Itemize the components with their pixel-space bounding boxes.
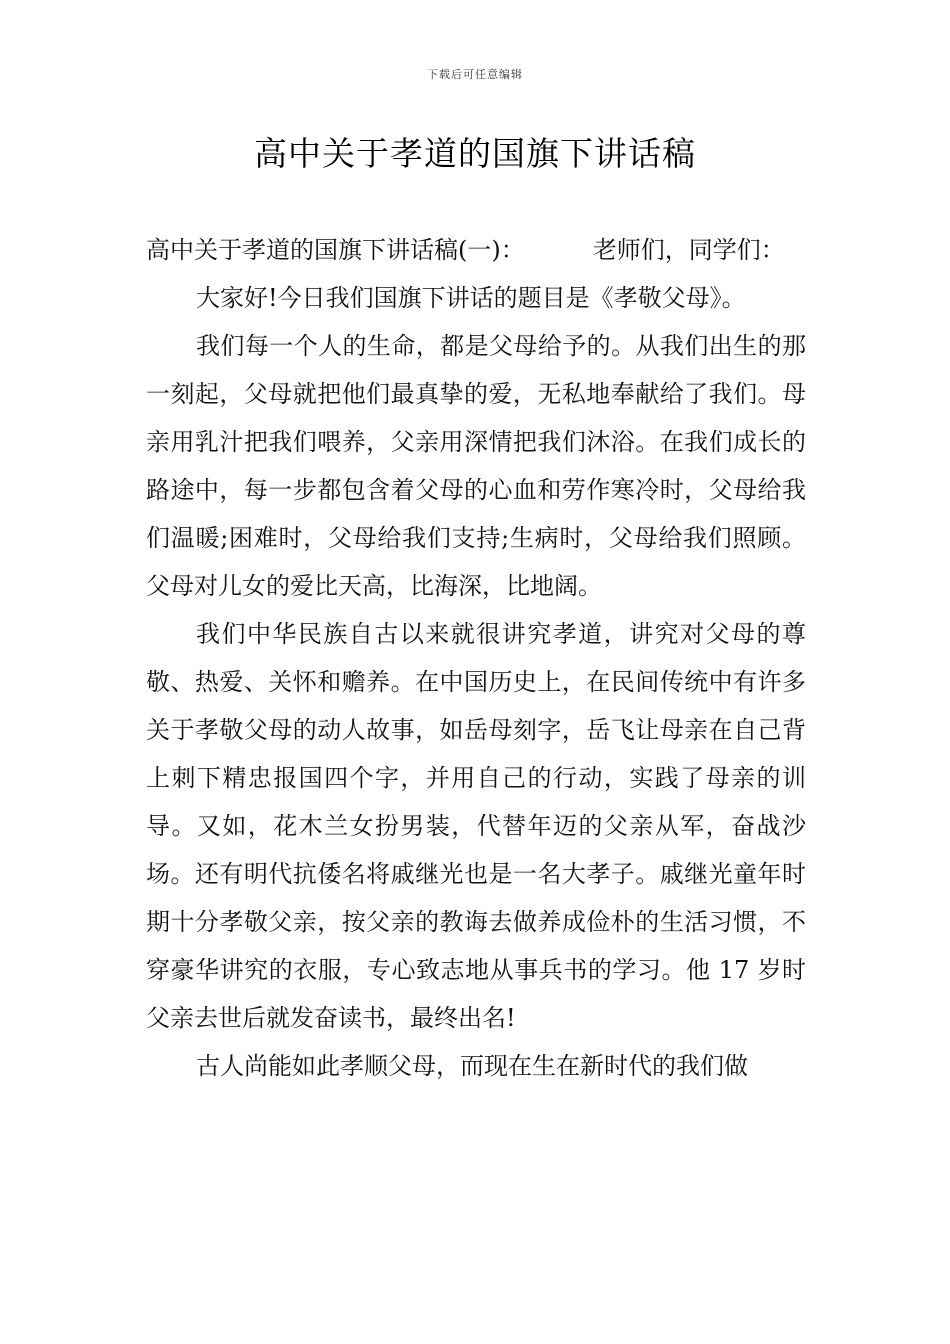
paragraph-parents-love: 我们每一个人的生命，都是父母给予的。从我们出生的那一刻起，父母就把他们最真挚的爱，无私地奉献给了我们。母亲用乳汁把我们喂养，父亲用深情把我们沐浴。在我们成长的路途中，每一步都包含着父母的心血和劳作寒冷时，父母给我们温暖;困难时，父母给我们支持;生病时，父母给我们照顾。父母对儿女的爱比天高，比海深，比地阔。 (146, 332, 806, 600)
paragraph-greeting: 大家好!今日我们国旗下讲话的题目是《孝敬父母》。 (196, 284, 746, 312)
paragraph-modern-times: 古人尚能如此孝顺父母，而现在生在新时代的我们做 (196, 1052, 748, 1080)
salutation: 老师们，同学们： (592, 236, 785, 264)
section-heading: 高中关于孝道的国旗下讲话稿(一)： (146, 236, 525, 264)
paragraph-filial-tradition: 我们中华民族自古以来就很讲究孝道，讲究对父母的尊敬、热爱、关怀和赡养。在中国历史上，在民间传统中有许多关于孝敬父母的动人故事，如岳母刻字，岳飞让母亲在自己背上刺下精忠报国四个字，并用自己的行动，实践了母亲的训导。又如，花木兰女扮男装，代替年迈的父亲从军，奋战沙场。还有明代抗倭名将戚继光也是一名大孝子。戚继光童年时期十分孝敬父亲，按父亲的教诲去做养成俭朴的生活习惯，不穿豪华讲究的衣服，专心致志地从事兵书的学习。他 17 岁时父亲去世后就发奋读书，最终出名! (146, 620, 806, 1032)
document-body (146, 226, 806, 1090)
document-title: 高中关于孝道的国旗下讲话稿 (254, 134, 696, 173)
intro-line (146, 226, 806, 274)
header-note: 下载后可任意编辑 (427, 68, 523, 81)
